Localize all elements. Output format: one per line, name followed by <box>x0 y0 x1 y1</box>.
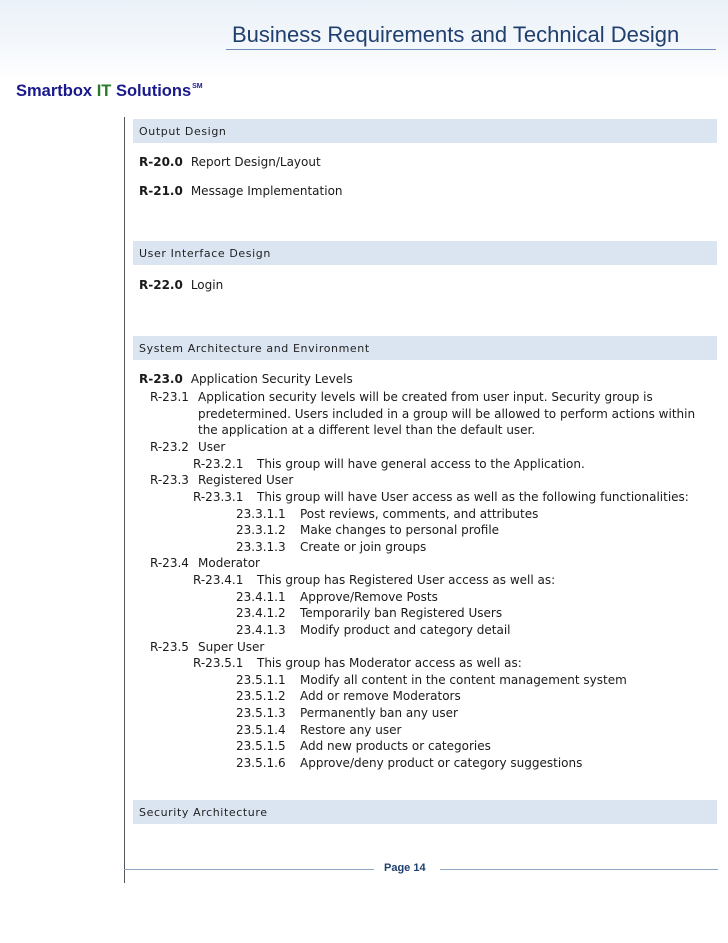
section-header-security-architecture: Security Architecture <box>133 799 717 824</box>
requirement-text: Report Design/Layout <box>190 155 321 169</box>
requirement-text: This group has Registered User access as well as: <box>257 573 556 587</box>
requirement-id: R-23.2 <box>150 440 189 454</box>
list-item: 23.5.1.2 Add or remove Moderators <box>236 689 461 703</box>
list-item: 23.3.1.2 Make changes to personal profile <box>236 523 500 537</box>
requirement-r231-cont1: predetermined. Users included in a group will be allowed to perform actions within <box>198 407 696 421</box>
brand-it: IT <box>96 82 112 100</box>
requirement-id: R-23.4.1 <box>193 573 244 587</box>
requirement-r23 <box>139 372 353 386</box>
requirement-id: R-22.0 <box>139 278 183 292</box>
brand-name: Smartbox <box>16 82 93 100</box>
requirement-text: Super User <box>198 640 265 654</box>
requirement-text: Login <box>190 278 224 292</box>
requirement-id: R-23.3.1 <box>193 490 244 504</box>
list-item: 23.3.1.3 Create or join groups <box>236 540 427 554</box>
requirement-id: R-23.1 <box>150 390 189 404</box>
requirement-id: R-23.3 <box>150 473 189 487</box>
requirement-text: Message Implementation <box>190 184 343 198</box>
requirement-text: Application Security Levels <box>190 372 353 386</box>
requirement-text: This group will have general access to the Application. <box>257 457 585 471</box>
requirement-r2331 <box>193 489 689 505</box>
requirement-id: R-23.5 <box>150 640 189 654</box>
list-item: 23.5.1.5 Add new products or categories <box>236 739 491 753</box>
title-rule <box>226 49 716 50</box>
requirement-text: User <box>198 440 226 454</box>
page-number: Page 14 <box>384 862 426 874</box>
list-item: 23.4.1.3 Modify product and category detail <box>236 623 511 637</box>
list-item: 23.4.1.2 Temporarily ban Registered Users <box>236 606 503 620</box>
requirement-r2351 <box>193 655 522 671</box>
footer-rule-left <box>124 869 374 870</box>
requirement-text: Moderator <box>198 556 260 570</box>
list-item: 23.5.1.1 Modify all content in the content management system <box>236 673 627 687</box>
list-item: 23.5.1.3 Permanently ban any user <box>236 706 458 720</box>
brand-service-mark: SM <box>192 83 203 90</box>
footer-rule-right <box>440 869 718 870</box>
requirement-id: R-23.4 <box>150 556 189 570</box>
requirement-text: Registered User <box>198 473 294 487</box>
requirement-id: R-20.0 <box>139 155 183 169</box>
requirement-r2341 <box>193 572 555 588</box>
requirement-r235 <box>150 639 264 655</box>
requirement-text: Application security levels will be created from user input. Security group is <box>198 390 653 404</box>
list-item: 23.5.1.4 Restore any user <box>236 723 402 737</box>
list-item: 23.4.1.1 Approve/Remove Posts <box>236 590 438 604</box>
requirement-r233 <box>150 472 293 488</box>
requirement-r20 <box>139 155 321 169</box>
requirement-text: This group has Moderator access as well as: <box>257 656 522 670</box>
requirement-r2321 <box>193 456 585 472</box>
requirement-id: R-23.5.1 <box>193 656 244 670</box>
requirement-r231 <box>150 389 653 405</box>
section-header-output-design: Output Design <box>133 118 717 143</box>
requirement-r22 <box>139 278 223 292</box>
requirement-id: R-23.2.1 <box>193 457 244 471</box>
brand-solutions: Solutions <box>115 82 192 100</box>
brand-logo <box>16 82 203 101</box>
section-header-system-architecture: System Architecture and Environment <box>133 335 717 360</box>
requirement-r234 <box>150 555 260 571</box>
requirement-text: This group will have User access as well as the following functionalities: <box>257 490 689 504</box>
list-item: 23.5.1.6 Approve/deny product or category suggestions <box>236 756 583 770</box>
requirement-id: R-21.0 <box>139 184 183 198</box>
section-header-ui-design: User Interface Design <box>133 240 717 265</box>
requirement-r231-cont2: the application at a different level than the default user. <box>198 423 536 437</box>
list-item: 23.3.1.1 Post reviews, comments, and attributes <box>236 507 539 521</box>
document-title: Business Requirements and Technical Design <box>232 22 680 47</box>
requirement-id: R-23.0 <box>139 372 183 386</box>
requirement-r232 <box>150 439 225 455</box>
requirement-r21 <box>139 184 343 198</box>
margin-rule <box>124 117 125 883</box>
